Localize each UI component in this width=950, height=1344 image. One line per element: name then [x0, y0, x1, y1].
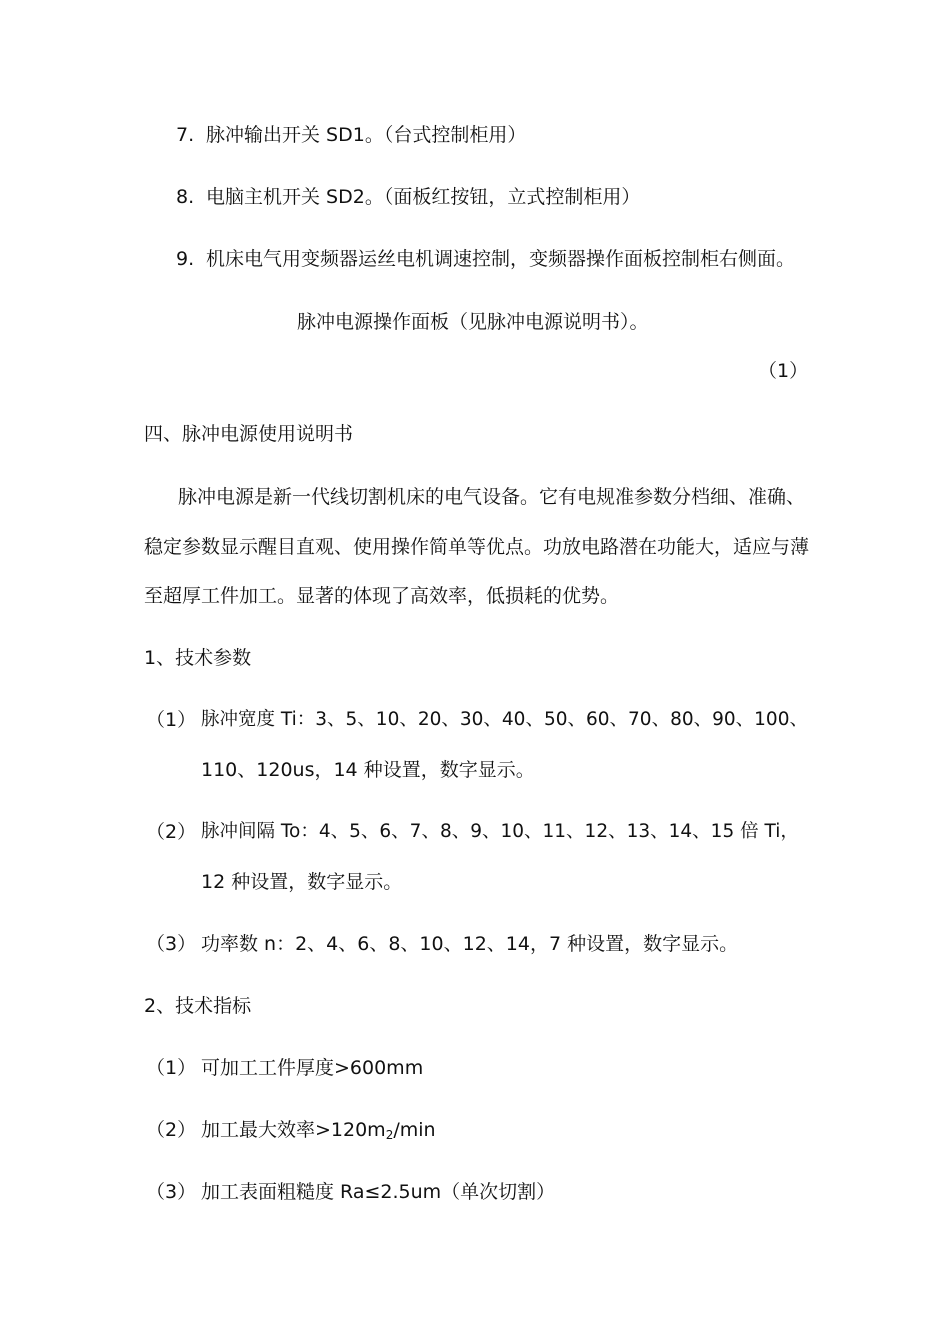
item-number: 8.: [176, 186, 195, 208]
param-item-1-line1: 脉冲宽度 Ti：3、5、10、20、30、40、50、60、70、80、90、100、: [201, 709, 808, 730]
spec-item-2-num: （2）: [146, 1119, 197, 1141]
spec-item-2-subscript: 2: [385, 1128, 394, 1142]
intro-line-2: 稳定参数显示醒目直观、使用操作简单等优点。功放电路潜在功能大，适应与薄: [144, 536, 810, 558]
param-item-3-line1: 功率数 n：2、4、6、8、10、12、14，7 种设置，数字显示。: [201, 933, 739, 955]
panel-caption: 脉冲电源操作面板（见脉冲电源说明书）。: [297, 311, 649, 333]
item-text: 电脑主机开关 SD2。（面板红按钮，立式控制柜用）: [206, 186, 641, 208]
spec-item-1-text: 可加工工件厚度>600mm: [201, 1057, 424, 1079]
figure-number: （1）: [758, 360, 809, 382]
param-item-1-num: （1）: [146, 709, 197, 731]
param-item-2-line1: 脉冲间隔 To：4、5、6、7、8、9、10、11、12、13、14、15 倍 Ti，: [201, 821, 799, 842]
param-item-2-num: （2）: [146, 821, 197, 843]
param-item-3-num: （3）: [146, 933, 197, 955]
spec-item-3-num: （3）: [146, 1181, 197, 1203]
list-item-8: [176, 185, 640, 209]
item-text: 机床电气用变频器运丝电机调速控制，变频器操作面板控制柜右侧面。: [206, 248, 796, 270]
spec-item-2-text-before: 加工最大效率>120m: [201, 1119, 386, 1141]
spec-item-3-text: 加工表面粗糙度 Ra≤2.5um（单次切割）: [201, 1181, 556, 1203]
param-item-2-line2: 12 种设置，数字显示。: [201, 871, 403, 893]
spec-item-2-text: [201, 1118, 436, 1147]
list-item-9: [176, 247, 795, 271]
section-title: 四、脉冲电源使用说明书: [144, 423, 354, 445]
intro-line-1: 脉冲电源是新一代线切割机床的电气设备。它有电规准参数分档细、准确、: [178, 486, 806, 508]
intro-line-3: 至超厚工件加工。显著的体现了高效率，低损耗的优势。: [144, 585, 620, 607]
spec-item-2-text-after: /min: [393, 1119, 436, 1141]
param-item-1-line2: 110、120us，14 种设置，数字显示。: [201, 759, 535, 781]
item-text: 脉冲输出开关 SD1。（台式控制柜用）: [206, 124, 527, 146]
tech-specs-heading: 2、技术指标: [144, 995, 252, 1017]
item-number: 9.: [176, 248, 195, 270]
list-item-7: [176, 123, 526, 147]
spec-item-1-num: （1）: [146, 1057, 197, 1079]
tech-params-heading: 1、技术参数: [144, 647, 252, 669]
item-number: 7.: [176, 124, 195, 146]
